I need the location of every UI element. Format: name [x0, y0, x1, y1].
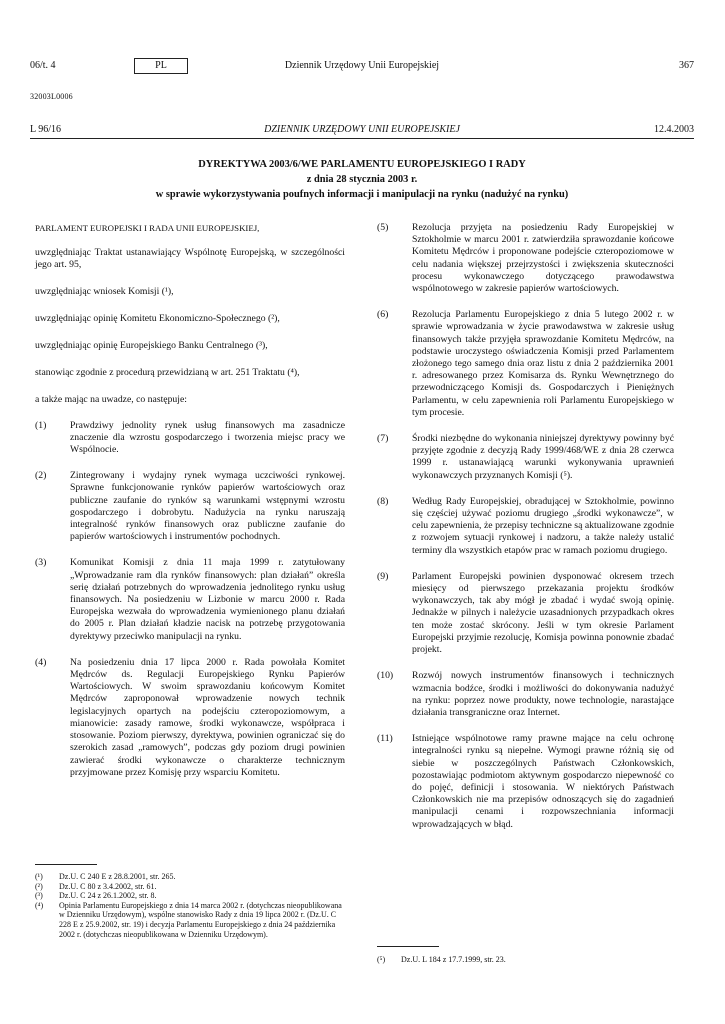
journal-header — [30, 124, 694, 137]
footnote-number: (⁴) — [35, 900, 44, 910]
header-rule — [30, 138, 694, 139]
preamble-citation-2: uwzględniając wniosek Komisji (¹), — [35, 285, 174, 297]
language-badge: PL — [134, 58, 188, 74]
title-line-3: w sprawie wykorzystywania poufnych informacji i manipulacji na rynku (nadużyć na rynku) — [155, 189, 569, 200]
document-title — [30, 157, 694, 202]
recital-1 — [35, 420, 345, 457]
recital-text: Rezolucja Parlamentu Europejskiego z dnia 5 lutego 2002 r. w sprawie wprowadzania w życie prawodawstwa w zakresie usług finansowych także przyjęła sprawozdanie Komitetu Mędrców, na podstawie uroczystego oświadczenia Komisji przed Parlamentem złożonego tego samego dnia oraz listu z dnia 2 października 2001 r. adresowanego przez Komisarza ds. Rynku Wewnętrznego do przewodniczącego Komisji ds. Gospodarczych i Pieniężnych Parlamentu, w celu zapewnienia roli Parlamentu Europejskiego w tym procesie. — [412, 309, 674, 418]
preamble-citation-1: uwzględniając Traktat ustanawiający Wspólnotę Europejską, w szczególności jego art. 95, — [35, 247, 345, 271]
recital-5 — [377, 222, 674, 295]
footnote-text: Dz.U. L 184 z 17.7.1999, str. 23. — [401, 955, 506, 964]
footnote-rule-right — [377, 946, 439, 947]
title-line-1: DYREKTYWA 2003/6/WE PARLAMENTU EUROPEJSKIEGO I RADY — [198, 159, 526, 170]
footnote-number: (²) — [35, 881, 43, 891]
recital-text: Istniejące wspólnotowe ramy prawne mające na celu ochronę integralności rynku są niepełne. Wymogi prawne różnią się od siebie w poszczególnych Państwach Członkowskich, pozostawiając podmiotom aktywnym gospodarczo niepewność co do pojęć, definicji i stosowania. W niektórych Państwach Członkowskich nie ma przepisów odnoszących się do zagadnień manipulacji cenami i rozpowszechniania informacji wprowadzających w błąd. — [412, 733, 674, 830]
journal-name: Dziennik Urzędowy Unii Europejskiej — [284, 60, 440, 71]
footnotes-left — [35, 872, 345, 939]
recital-number: (7) — [377, 433, 389, 445]
left-column — [35, 222, 345, 779]
recital-text: Parlament Europejski powinien dysponować okresem trzech miesięcy od pierwszego przekazania projektu środków wykonawczych, tak aby mógł je zbadać i wydać swoją opinię. Jednakże w pilnych i należycie uzasadnionych przypadkach okres ten może zostać skrócony. Jeśli w tym okresie Parlament Europejski przyjmie rezolucję, Komisja powinna ponownie zbadać projekt. — [412, 570, 674, 656]
recital-text: Rozwój nowych instrumentów finansowych i technicznych wzmacnia bodźce, środki i możliwości do dokonywania nadużyć na rynku: poprzez nowe produkty, nowe technologie, narastające działania transgraniczne oraz Internet. — [412, 670, 674, 718]
footnote-text: Dz.U. C 24 z 26.1.2002, str. 8. — [59, 891, 157, 901]
preamble-authority: PARLAMENT EUROPEJSKI I RADA UNII EUROPEJSKIEJ, — [35, 223, 260, 233]
footnotes-right — [377, 955, 674, 965]
footnote-text: Dz.U. C 80 z 3.4.2002, str. 61. — [59, 881, 157, 891]
recital-text: Komunikat Komisji z dnia 11 maja 1999 r. zatytułowany „Wprowadzanie ram dla rynków finansowych: plan działań” określa serię działań potrzebnych do wprowadzenia jednolitego rynku usług finansowych. Na posiedzeniu w Lizbonie w marcu 2000 r. Rada Europejska wezwała do wprowadzenia wymienionego planu działań do 2005 r. Plan działań kładzie nacisk na potrzebę przygotowania dyrektywy przeciwko manipulacji na rynku. — [70, 557, 345, 642]
recital-number: (11) — [377, 733, 393, 745]
volume-label: 06/t. 4 — [30, 60, 56, 71]
title-line-2: z dnia 28 stycznia 2003 r. — [306, 174, 418, 185]
recital-number: (1) — [35, 419, 47, 431]
recital-6 — [377, 309, 674, 419]
top-header — [30, 60, 694, 74]
recital-number: (10) — [377, 670, 394, 682]
recital-number: (3) — [35, 557, 47, 569]
recital-number: (6) — [377, 309, 389, 321]
footnote-text: Opinia Parlamentu Europejskiego z dnia 14 marca 2002 r. (dotychczas nieopublikowana w Dzienniku Urzędowym), wspólne stanowisko Rady z dnia 19 lipca 2002 r. (Dz.U. C 228 E z 25.9.2002, str. 19) i decyzja Parlamentu Europejskiego z dnia 24 października 2002 r. (dotychczas nieopublikowana w Dzienniku Urzędowym). — [59, 900, 342, 939]
footnote-5 — [377, 955, 674, 965]
footnote-number: (³) — [35, 891, 43, 901]
recital-10 — [377, 670, 674, 719]
preamble-citation-5: stanowiąc zgodnie z procedurą przewidzianą w art. 251 Traktatu (⁴), — [35, 367, 300, 379]
page-number: 367 — [679, 60, 694, 71]
footnote-number: (⁵) — [377, 955, 386, 964]
recital-3 — [35, 557, 345, 642]
preamble-citation-3: uwzględniając opinię Komitetu Ekonomiczno-Społecznego (²), — [35, 312, 280, 324]
footnote-3 — [35, 891, 345, 901]
journal-ref: L 96/16 — [30, 124, 62, 135]
footnote-4 — [35, 901, 345, 939]
recital-number: (8) — [377, 495, 389, 507]
journal-title: DZIENNIK URZĘDOWY UNII EUROPEJSKIEJ — [264, 124, 460, 135]
recital-text: Rezolucja przyjęta na posiedzeniu Rady Europejskiej w Sztokholmie w marcu 2001 r. zatwierdziła sprawozdanie końcowe Komitetu Mędrców i proponowane podejście czteropoziomowe w celu nadania większej przejrzystości i zwiększenia skuteczności procesu wykonawczego dotyczącego prawodawstwa wspólnotowego w zakresie papierów wartościowych. — [412, 222, 674, 295]
recital-11 — [377, 733, 674, 831]
recital-number: (2) — [35, 470, 47, 482]
celex-number: 32003L0006 — [30, 92, 73, 101]
recital-8 — [377, 496, 674, 557]
footnote-1 — [35, 872, 345, 882]
recital-text: Środki niezbędne do wykonania niniejszej dyrektywy powinny być przyjęte zgodnie z decyzją Rady 1999/468/WE z dnia 28 czerwca 1999 r. ustanawiającą warunki wykonywania uprawnień wykonawczych przyznanych Komisji (⁵). — [412, 433, 674, 481]
recital-9 — [377, 571, 674, 656]
recital-text: Według Rady Europejskiej, obradującej w Sztokholmie, powinno się częściej używać poziomu drugiego „środki wykonawcze”, w celu zapewnienia, że przepisy techniczne są aktualizowane zgodnie z rozwojem sytuacji rynkowej i nadzoru, a także należy ustalić terminy dla wszystkich etapów prac w ramach poziomu drugiego. — [412, 495, 674, 556]
recital-number: (4) — [35, 656, 47, 668]
footnote-rule-left — [35, 864, 97, 865]
recital-text: Zintegrowany i wydajny rynek wymaga uczciwości rynkowej. Sprawne funkcjonowanie rynków papierów wartościowych oraz publiczne zaufanie do rynków są warunkami wstępnymi wzrostu gospodarczego i dobrobytu. Nadużycia na rynku naruszają integralność rynków finansowych oraz publiczne zaufanie do papierów wartościowych i instrumentów pochodnych. — [70, 470, 345, 543]
footnote-text: Dz.U. C 240 E z 28.8.2001, str. 265. — [59, 872, 176, 881]
recital-7 — [377, 433, 674, 482]
recital-number: (5) — [377, 222, 389, 233]
recital-4 — [35, 657, 345, 779]
recital-text: Prawdziwy jednolity rynek usług finansowych ma zasadnicze znaczenie dla wzrostu gospodarczego i tworzenia miejsc pracy we Wspólnocie. — [70, 419, 345, 456]
footnote-number: (¹) — [35, 872, 43, 881]
preamble-citation-4: uwzględniając opinię Europejskiego Banku Centralnego (³), — [35, 340, 268, 352]
journal-date: 12.4.2003 — [654, 124, 694, 135]
right-column — [377, 222, 674, 831]
recital-text: Na posiedzeniu dnia 17 lipca 2000 r. Rada powołała Komitet Mędrców ds. Regulacji Europejskiego Rynku Papierów Wartościowych. W swoim sprawozdaniu końcowym Komitet Mędrców zaproponował wprowadzenie nowych technik legislacyjnych opartych na podejściu czteropoziomowym, a mianowicie: zasady ramowe, środki wykonawcze, współpraca i stosowanie. Poziom pierwszy, dyrektywa, powinien ograniczać się do szerokich zasad „ramowych”, podczas gdy poziom drugi powinien zawierać środki wykonawcze o charakterze technicznym przyjmowane przez Komisję przy wsparciu Komitetu. — [70, 656, 345, 778]
recital-2 — [35, 470, 345, 543]
recital-number: (9) — [377, 570, 389, 582]
preamble-citation-6: a także mając na uwadze, co następuje: — [35, 394, 187, 406]
footnote-2 — [35, 882, 345, 892]
